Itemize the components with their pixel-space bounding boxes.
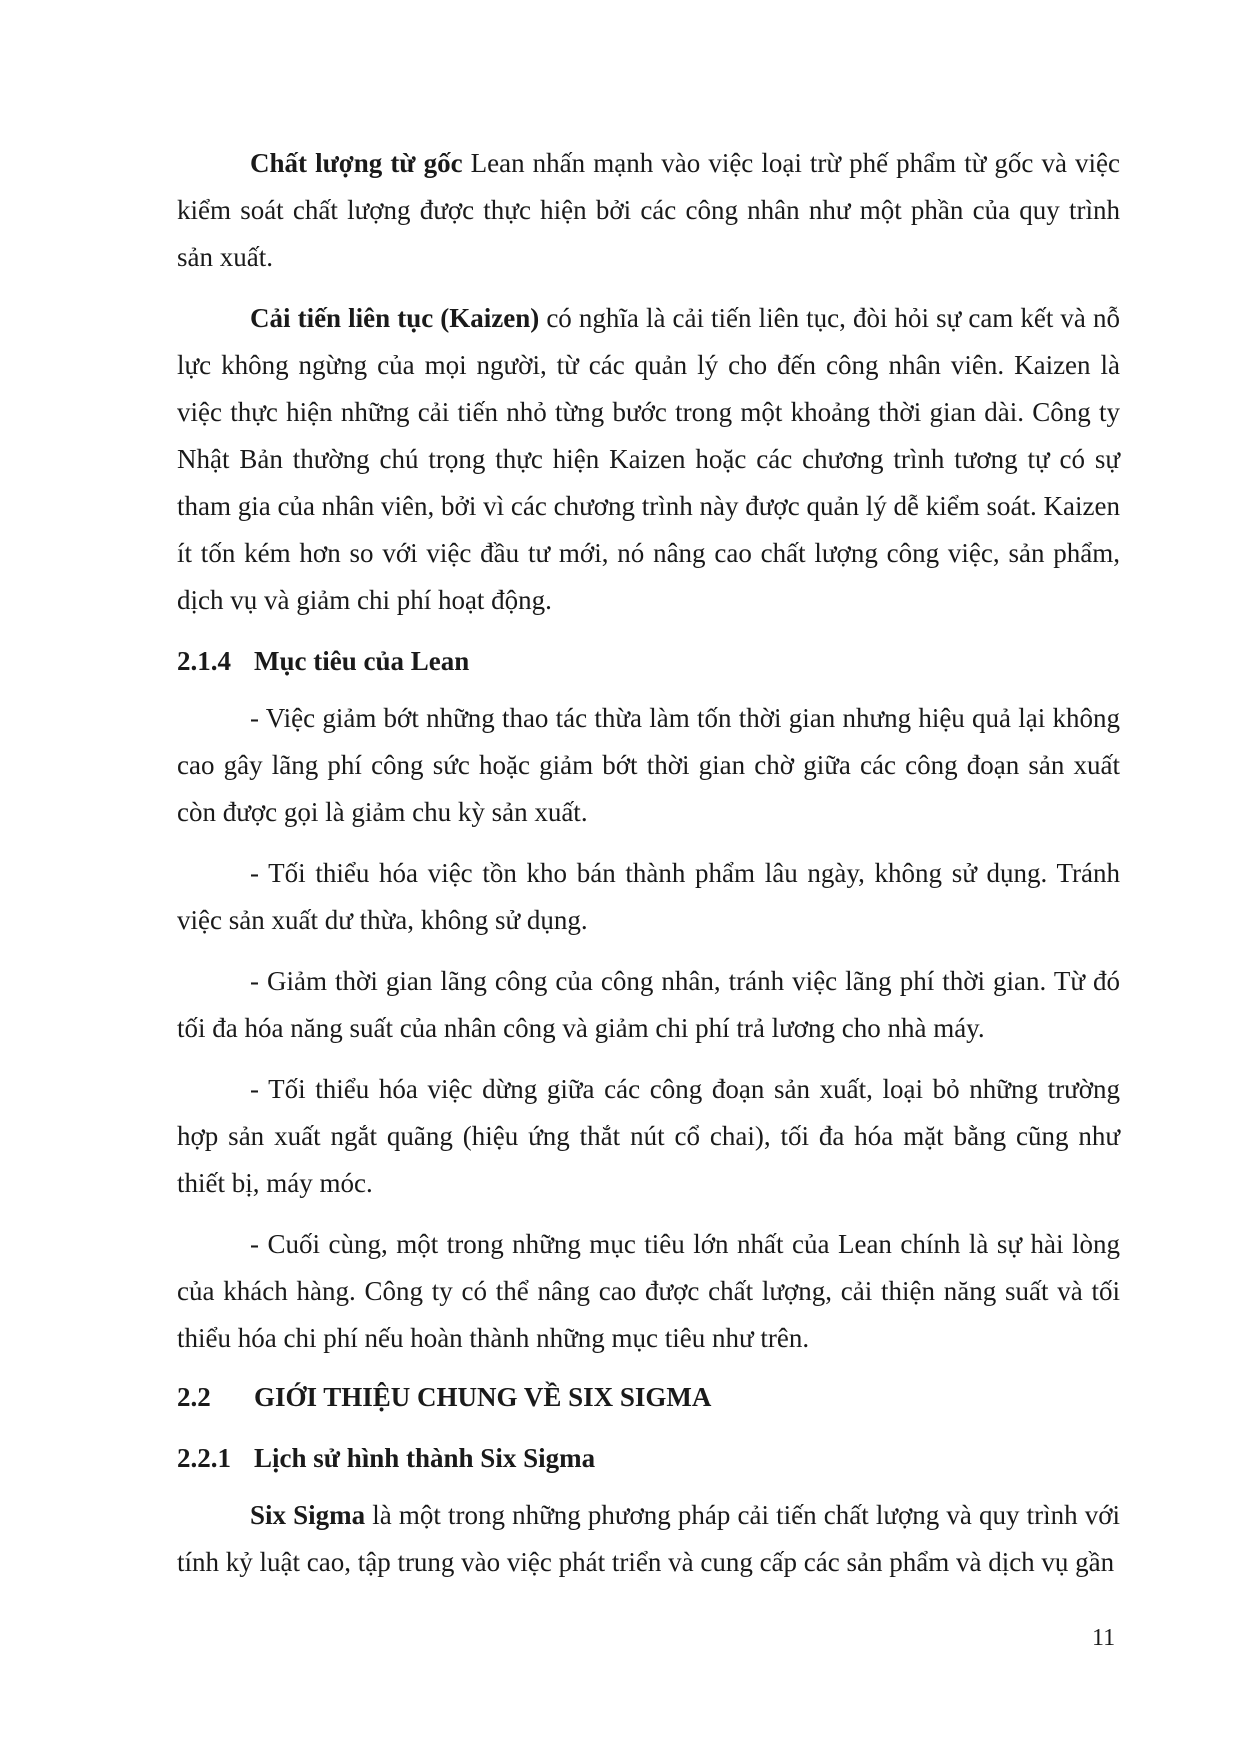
section-title: Mục tiêu của Lean: [254, 646, 470, 676]
paragraph-kaizen: [177, 295, 1120, 624]
section-number: 2.2.1: [177, 1443, 231, 1473]
lean-goal-item: - Tối thiểu hóa việc dừng giữa các công đoạn sản xuất, loại bỏ những trường hợp sản xuất ngắt quãng (hiệu ứng thắt nút cổ chai), tối đa hóa mặt bằng cũng như thiết bị, máy móc.: [177, 1074, 1120, 1198]
lean-goal-item: - Giảm thời gian lãng công của công nhân, tránh việc lãng phí thời gian. Từ đó tối đa hóa năng suất của nhân công và giảm chi phí trả lương cho nhà máy.: [177, 966, 1120, 1043]
paragraph-text: là một trong những phương pháp cải tiến chất lượng và quy trình với tính kỷ luật cao, tập trung vào việc phát triển và cung cấp các sản phẩm và dịch vụ gần: [177, 1500, 1120, 1577]
section-title: GIỚI THIỆU CHUNG VỀ SIX SIGMA: [254, 1382, 712, 1412]
document-page: [177, 140, 1120, 1586]
term-kaizen: Cải tiến liên tục (Kaizen): [250, 303, 540, 333]
paragraph-six-sigma: [177, 1492, 1120, 1586]
paragraph-text: có nghĩa là cải tiến liên tục, đòi hỏi sự cam kết và nỗ lực không ngừng của mọi người, từ các quản lý cho đến công nhân viên. Kaizen là việc thực hiện những cải tiến nhỏ từng bước trong một khoảng thời gian dài. Công ty Nhật Bản thường chú trọng thực hiện Kaizen hoặc các chương trình tương tự có sự tham gia của nhân viên, bởi vì các chương trình này được quản lý dễ kiểm soát. Kaizen ít tốn kém hơn so với việc đầu tư mới, nó nâng cao chất lượng công việc, sản phẩm, dịch vụ và giảm chi phí hoạt động.: [177, 303, 1120, 615]
term-six-sigma: Six Sigma: [250, 1500, 366, 1530]
section-number: 2.2: [177, 1382, 211, 1412]
page-number: 11: [1092, 1625, 1116, 1651]
lean-goal-item: - Cuối cùng, một trong những mục tiêu lớn nhất của Lean chính là sự hài lòng của khách hàng. Công ty có thể nâng cao được chất lượng, cải thiện năng suất và tối thiểu hóa chi phí nếu hoàn thành những mục tiêu như trên.: [177, 1229, 1120, 1353]
section-heading-2-1-4: [177, 638, 1120, 685]
term-quality-at-source: Chất lượng từ gốc: [250, 148, 463, 178]
lean-goal-item: - Tối thiểu hóa việc tồn kho bán thành phẩm lâu ngày, không sử dụng. Tránh việc sản xuất dư thừa, không sử dụng.: [177, 858, 1120, 935]
section-number: 2.1.4: [177, 646, 231, 676]
lean-goal-item: - Việc giảm bớt những thao tác thừa làm tốn thời gian nhưng hiệu quả lại không cao gây lãng phí công sức hoặc giảm bớt thời gian chờ giữa các công đoạn sản xuất còn được gọi là giảm chu kỳ sản xuất.: [177, 703, 1120, 827]
section-heading-2-2: [177, 1374, 1120, 1421]
paragraph-quality-at-source: [177, 140, 1120, 281]
section-title: Lịch sử hình thành Six Sigma: [254, 1443, 596, 1473]
paragraph-text: Lean nhấn mạnh vào việc loại trừ phế phẩm từ gốc và việc kiểm soát chất lượng được thực hiện bởi các công nhân như một phần của quy trình sản xuất.: [177, 148, 1120, 272]
section-heading-2-2-1: [177, 1435, 1120, 1482]
